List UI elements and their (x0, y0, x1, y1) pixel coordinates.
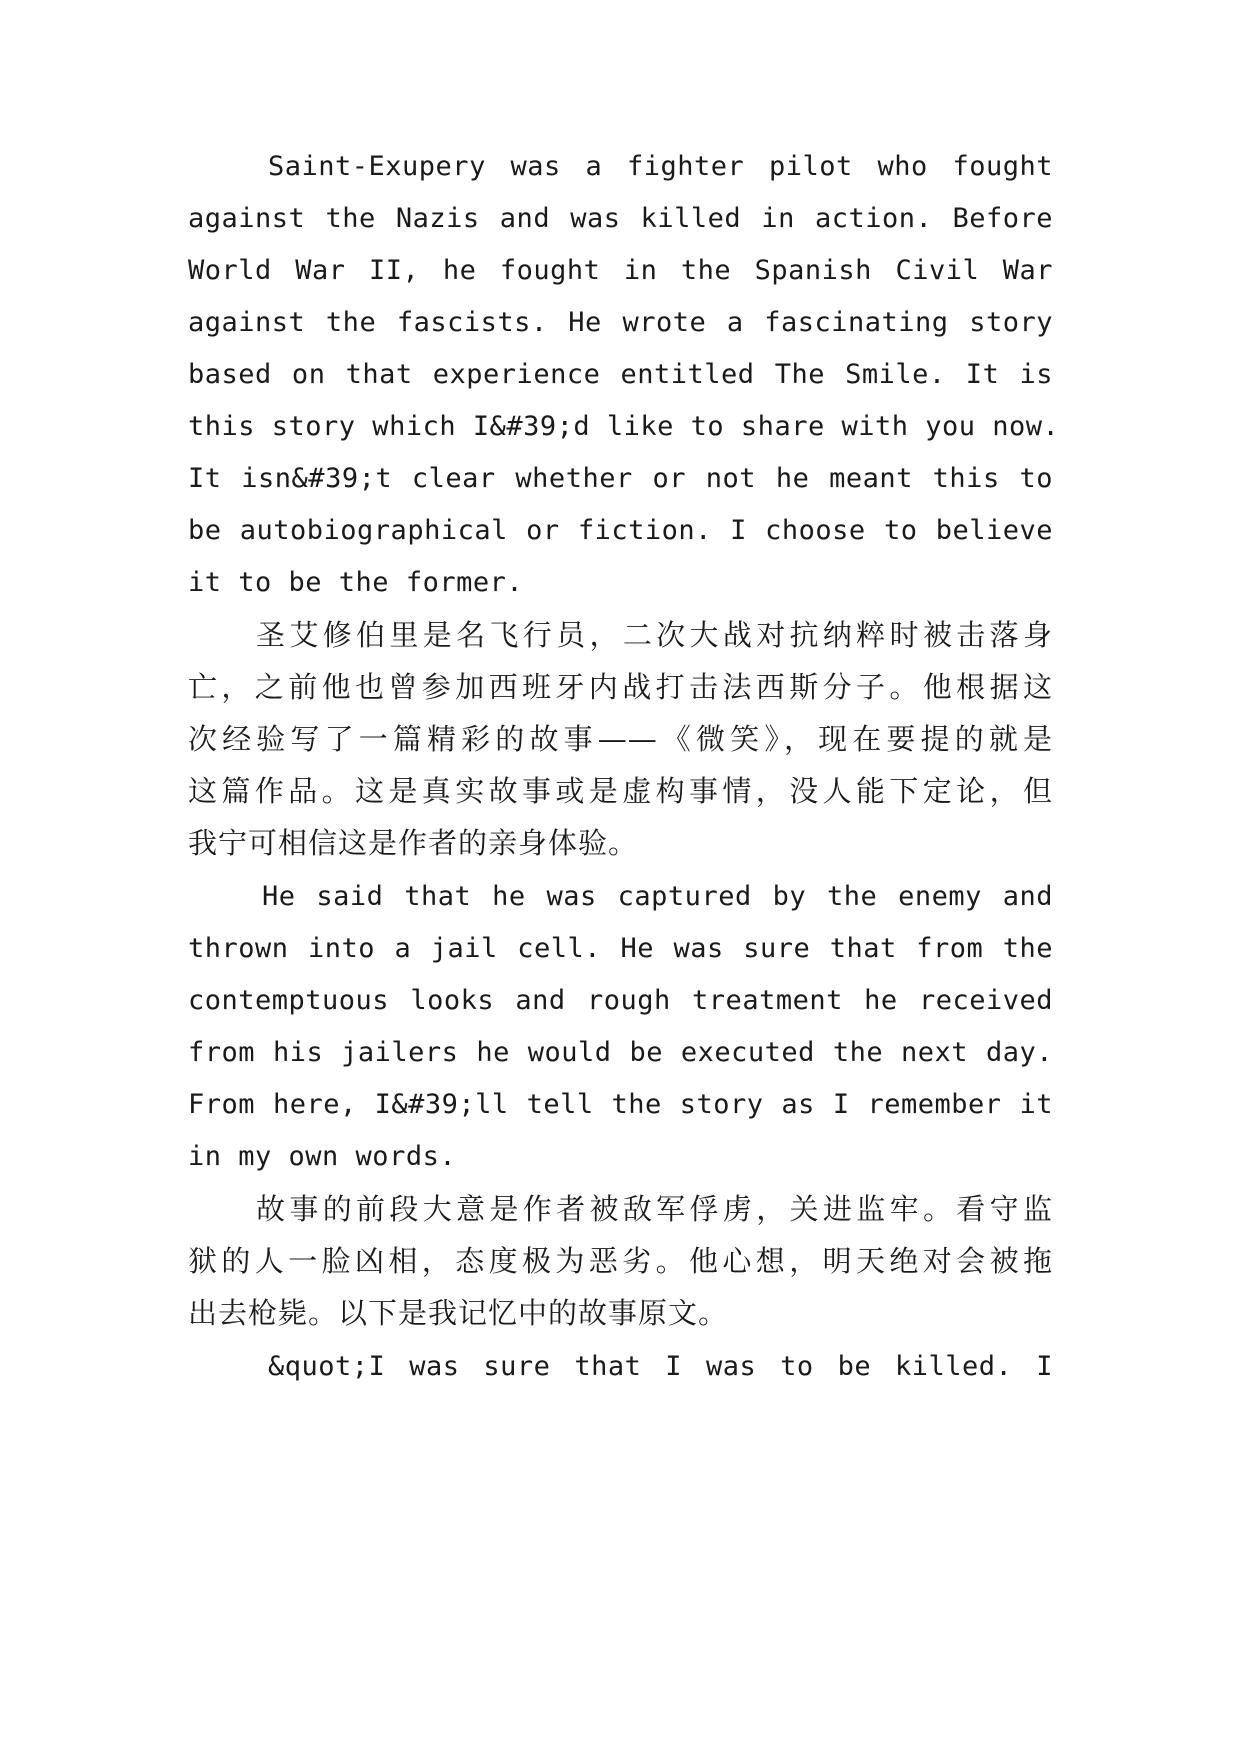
paragraph-1-line-9: it to be the former. (188, 567, 524, 598)
paragraph-2-line-2: 亡，之前他也曾参加西班牙内战打击法西斯分子。他根据这 (188, 670, 1053, 704)
paragraph-1-line-8: be autobiographical or fiction. I choose to believe (188, 515, 1053, 546)
paragraph-2-line-3: 次经验写了一篇精彩的故事——《微笑》，现在要提的就是 (188, 722, 1053, 756)
paragraph-1-line-2: against the Nazis and was killed in action. Before (188, 203, 1053, 234)
paragraph-3-line-5: From here, I&#39;ll tell the story as I remember it (188, 1089, 1053, 1120)
paragraph-2-line-1: 圣艾修伯里是名飞行员，二次大战对抗纳粹时被击落身 (256, 618, 1053, 652)
paragraph-5-line-1: &quot;I was sure that I was to be killed. I (268, 1351, 1053, 1382)
paragraph-4-line-1: 故事的前段大意是作者被敌军俘虏，关进监牢。看守监 (256, 1192, 1053, 1226)
paragraph-2-line-5: 我宁可相信这是作者的亲身体验。 (188, 826, 639, 860)
paragraph-4-line-2: 狱的人一脸凶相，态度极为恶劣。他心想，明天绝对会被拖 (188, 1244, 1053, 1278)
paragraph-3-line-2: thrown into a jail cell. He was sure that from the (188, 933, 1053, 964)
paragraph-3-line-1: He said that he was captured by the enemy and (262, 881, 1053, 912)
paragraph-1-line-5: based on that experience entitled The Smile. It is (188, 359, 1053, 390)
paragraph-4-line-3: 出去枪毙。以下是我记忆中的故事原文。 (188, 1296, 729, 1330)
paragraph-3-line-3: contemptuous looks and rough treatment he received (188, 985, 1053, 1016)
paragraph-3-line-4: from his jailers he would be executed the next day. (188, 1037, 1053, 1068)
paragraph-1-line-4: against the fascists. He wrote a fascinating story (188, 307, 1053, 338)
paragraph-1-line-6: this story which I&#39;d like to share with you now. (188, 411, 1060, 442)
paragraph-1-line-7: It isn&#39;t clear whether or not he meant this to (188, 463, 1053, 494)
paragraph-2-line-4: 这篇作品。这是真实故事或是虚构事情，没人能下定论，但 (188, 774, 1053, 808)
paragraph-1-line-3: World War II, he fought in the Spanish Civil War (188, 255, 1053, 286)
paragraph-1-line-1: Saint-Exupery was a fighter pilot who fought (268, 151, 1053, 182)
paragraph-3-line-6: in my own words. (188, 1141, 457, 1172)
